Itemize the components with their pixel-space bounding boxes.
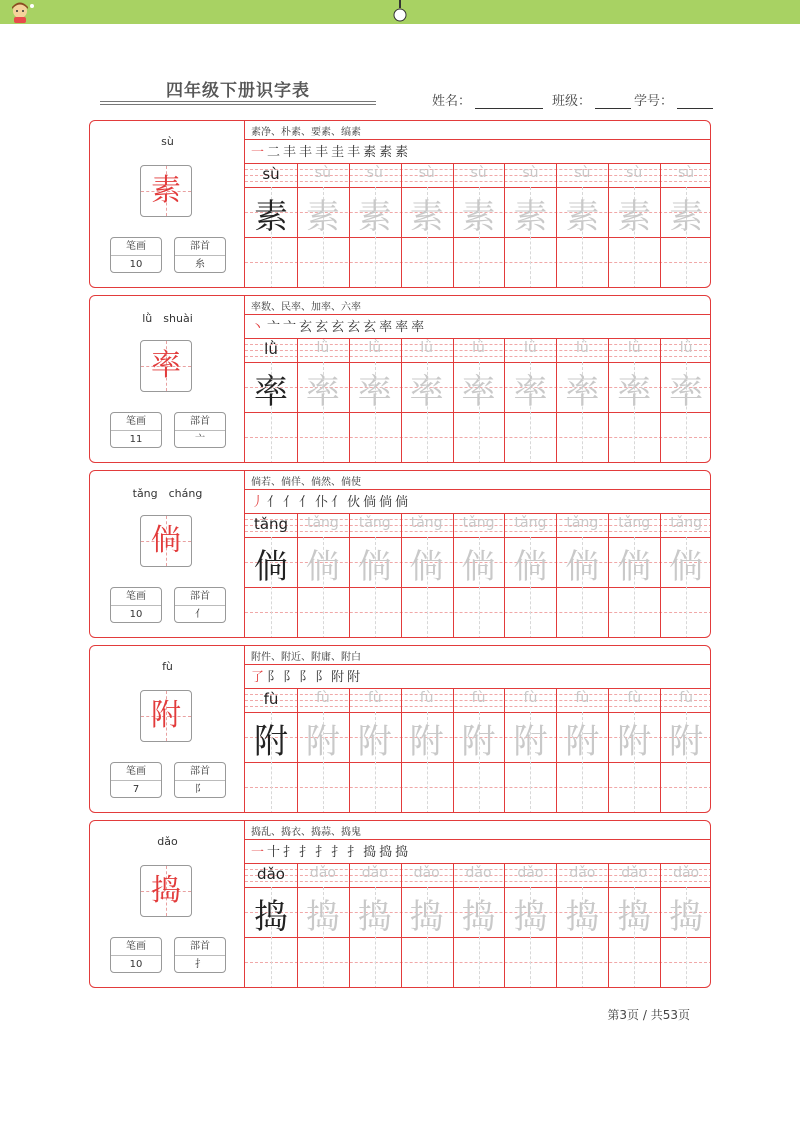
char-trace[interactable]: 捣 bbox=[357, 897, 392, 937]
char-trace[interactable]: 率 bbox=[357, 372, 392, 412]
word-examples: 附件、附近、附庸、附白 bbox=[251, 652, 361, 663]
radical-box-label: 部首 bbox=[175, 238, 225, 256]
stroke-count-box-value: 10 bbox=[129, 259, 143, 270]
char-info-panel bbox=[90, 121, 245, 287]
char-trace[interactable]: 率 bbox=[669, 372, 704, 412]
char-display: 率 bbox=[151, 348, 181, 383]
char-trace[interactable]: 率 bbox=[513, 372, 548, 412]
stroke-step: 扌 bbox=[347, 845, 361, 860]
char-trace[interactable]: 素 bbox=[617, 197, 652, 237]
char-model[interactable]: 率 bbox=[254, 372, 288, 412]
stroke-step: 伙 bbox=[347, 495, 361, 510]
char-info-panel bbox=[90, 646, 245, 812]
char-card bbox=[89, 470, 711, 638]
stroke-step: 率 bbox=[379, 320, 393, 335]
pinyin-trace: fù bbox=[315, 690, 330, 706]
char-trace[interactable]: 素 bbox=[461, 197, 496, 237]
pinyin-trace: sù bbox=[314, 165, 331, 181]
stroke-step: 亻 bbox=[283, 495, 297, 510]
stroke-step: 附 bbox=[331, 670, 345, 685]
char-card bbox=[89, 820, 711, 988]
pinyin-trace: tǎng bbox=[306, 515, 339, 531]
char-trace[interactable]: 倘 bbox=[409, 547, 444, 587]
stroke-count-box bbox=[110, 412, 162, 448]
char-box bbox=[140, 865, 192, 917]
stroke-step: 扌 bbox=[315, 845, 329, 860]
stroke-step: 玄 bbox=[331, 320, 345, 335]
pinyin-trace: dǎo bbox=[465, 865, 492, 881]
pinyin-trace: lǜ bbox=[575, 340, 589, 356]
stroke-step: 扌 bbox=[299, 845, 313, 860]
pinyin-trace: fù bbox=[419, 690, 434, 706]
char-trace[interactable]: 倘 bbox=[617, 547, 652, 587]
char-trace[interactable]: 附 bbox=[669, 722, 704, 762]
stroke-count-box bbox=[110, 762, 162, 798]
char-box bbox=[140, 165, 192, 217]
stroke-step: 倘 bbox=[363, 495, 377, 510]
stroke-step: 亻 bbox=[331, 495, 345, 510]
pinyin-trace: lǜ bbox=[472, 340, 485, 356]
pinyin-trace: sù bbox=[574, 165, 591, 181]
radical-box-value: 亻 bbox=[195, 609, 205, 620]
char-trace[interactable]: 素 bbox=[357, 197, 392, 237]
student-id-field[interactable] bbox=[634, 90, 713, 109]
stroke-step: 圭 bbox=[331, 145, 345, 160]
stroke-step: 倘 bbox=[379, 495, 393, 510]
char-trace[interactable]: 素 bbox=[305, 197, 340, 237]
practice-panel bbox=[245, 121, 711, 287]
char-trace[interactable]: 倘 bbox=[357, 547, 392, 587]
char-display: 素 bbox=[151, 173, 181, 208]
char-card bbox=[89, 120, 711, 288]
pinyin-trace: dǎo bbox=[517, 865, 544, 881]
char-trace[interactable]: 率 bbox=[409, 372, 444, 412]
stroke-step: 捣 bbox=[395, 845, 409, 860]
pinyin-trace: dǎo bbox=[569, 865, 596, 881]
radical-box bbox=[174, 587, 226, 623]
pinyin-trace: tǎng bbox=[462, 515, 495, 531]
word-examples: 素净、朴素、要素、缟素 bbox=[251, 127, 361, 138]
pinyin-trace: sù bbox=[626, 165, 643, 181]
char-trace[interactable]: 捣 bbox=[669, 897, 704, 937]
pinyin-trace: lǜ bbox=[420, 340, 434, 356]
pinyin-trace: tǎng bbox=[358, 515, 391, 531]
practice-panel bbox=[245, 646, 711, 812]
pinyin-model: tǎng bbox=[253, 515, 289, 533]
practice-panel bbox=[245, 296, 711, 462]
stroke-order bbox=[251, 491, 411, 513]
pinyin-trace: dǎo bbox=[413, 865, 440, 881]
stroke-step: 玄 bbox=[315, 320, 329, 335]
char-model[interactable]: 倘 bbox=[254, 547, 288, 587]
char-trace[interactable]: 倘 bbox=[513, 547, 548, 587]
stroke-step: 素 bbox=[363, 145, 377, 160]
stroke-count-box-label: 笔画 bbox=[111, 763, 161, 781]
stroke-step: 倘 bbox=[395, 495, 409, 510]
char-trace[interactable]: 附 bbox=[513, 722, 548, 762]
stroke-step: 丰 bbox=[283, 145, 297, 160]
pinyin-trace: fù bbox=[523, 690, 538, 706]
pinyin-trace: lǜ bbox=[679, 340, 693, 356]
char-pinyin: tǎng cháng bbox=[132, 487, 203, 500]
stroke-count-box bbox=[110, 937, 162, 973]
radical-box bbox=[174, 762, 226, 798]
word-examples: 率数、民率、加率、六率 bbox=[251, 302, 361, 313]
char-box bbox=[140, 515, 192, 567]
char-trace[interactable]: 捣 bbox=[617, 897, 652, 937]
stroke-step: 亠 bbox=[267, 320, 281, 335]
pinyin-model: lǜ bbox=[264, 340, 278, 358]
pinyin-trace: fù bbox=[627, 690, 642, 706]
stroke-step: 亻 bbox=[267, 495, 281, 510]
pinyin-trace: lǜ bbox=[316, 340, 330, 356]
char-info-panel bbox=[90, 296, 245, 462]
stroke-step: 丶 bbox=[251, 320, 265, 335]
char-model[interactable]: 捣 bbox=[254, 897, 288, 937]
stroke-step: 捣 bbox=[379, 845, 393, 860]
stroke-step: 玄 bbox=[363, 320, 377, 335]
stroke-count-box-value: 7 bbox=[132, 784, 140, 795]
char-box bbox=[140, 340, 192, 392]
stroke-step: 率 bbox=[411, 320, 425, 335]
stroke-step: 玄 bbox=[347, 320, 361, 335]
stroke-step: 丿 bbox=[251, 495, 265, 510]
char-model[interactable]: 附 bbox=[254, 722, 288, 762]
stroke-step: 附 bbox=[347, 670, 361, 685]
stroke-count-box bbox=[110, 237, 162, 273]
stroke-step: 玄 bbox=[299, 320, 313, 335]
char-pinyin: sù bbox=[161, 135, 174, 148]
char-trace[interactable]: 附 bbox=[409, 722, 444, 762]
stroke-step: 阝 bbox=[283, 670, 297, 685]
pinyin-trace: fù bbox=[471, 690, 486, 706]
practice-panel bbox=[245, 471, 711, 637]
char-trace[interactable]: 率 bbox=[461, 372, 496, 412]
char-model[interactable]: 素 bbox=[254, 197, 288, 237]
stroke-step: 了 bbox=[251, 670, 265, 685]
pinyin-trace: dǎo bbox=[361, 865, 388, 881]
pinyin-trace: dǎo bbox=[309, 865, 336, 881]
stroke-order bbox=[251, 316, 427, 338]
stroke-count-box-label: 笔画 bbox=[111, 413, 161, 431]
pinyin-trace: tǎng bbox=[670, 515, 703, 531]
radical-box-label: 部首 bbox=[175, 938, 225, 956]
char-pinyin: lǜ shuài bbox=[142, 312, 193, 325]
stroke-step: 扌 bbox=[283, 845, 297, 860]
pinyin-trace: lǜ bbox=[368, 340, 382, 356]
radical-box bbox=[174, 937, 226, 973]
char-info-panel bbox=[90, 821, 245, 987]
char-trace[interactable]: 捣 bbox=[565, 897, 600, 937]
stroke-count-box-value: 10 bbox=[129, 959, 143, 970]
page-number: 第3页 / 共53页 bbox=[607, 1008, 690, 1022]
class-label: 班级： bbox=[552, 94, 592, 109]
pinyin-trace: sù bbox=[522, 165, 539, 181]
mascot-icon bbox=[4, 0, 36, 24]
char-trace[interactable]: 素 bbox=[409, 197, 444, 237]
radical-box-label: 部首 bbox=[175, 588, 225, 606]
char-trace[interactable]: 率 bbox=[565, 372, 600, 412]
stroke-count-box-value: 11 bbox=[129, 434, 143, 445]
stroke-step: 十 bbox=[267, 845, 281, 860]
pinyin-trace: fù bbox=[575, 690, 590, 706]
practice-panel bbox=[245, 821, 711, 987]
stroke-step: 率 bbox=[395, 320, 409, 335]
word-examples: 捣乱、捣衣、捣蒜、捣鬼 bbox=[251, 827, 361, 838]
pinyin-model: sù bbox=[262, 165, 280, 183]
class-field[interactable] bbox=[552, 90, 631, 109]
stroke-step: 一 bbox=[251, 145, 265, 160]
char-trace[interactable]: 附 bbox=[617, 722, 652, 762]
char-trace[interactable]: 倘 bbox=[461, 547, 496, 587]
word-examples: 倘若、倘佯、倘然、倘使 bbox=[251, 477, 361, 488]
name-field[interactable] bbox=[432, 90, 543, 109]
pinyin-trace: sù bbox=[366, 165, 383, 181]
char-pinyin: dǎo bbox=[157, 835, 178, 848]
stroke-order bbox=[251, 141, 411, 163]
char-display: 捣 bbox=[151, 873, 181, 908]
stroke-count-box-value: 10 bbox=[129, 609, 143, 620]
radical-box-label: 部首 bbox=[175, 413, 225, 431]
radical-box-value: 阝 bbox=[195, 784, 205, 795]
radical-box bbox=[174, 412, 226, 448]
char-trace[interactable]: 率 bbox=[617, 372, 652, 412]
pinyin-model: dǎo bbox=[257, 865, 285, 883]
stroke-step: 阝 bbox=[267, 670, 281, 685]
char-trace[interactable]: 捣 bbox=[409, 897, 444, 937]
stroke-step: 亻 bbox=[299, 495, 313, 510]
pinyin-trace: sù bbox=[418, 165, 435, 181]
pinyin-trace: fù bbox=[367, 690, 382, 706]
pinyin-trace: tǎng bbox=[566, 515, 599, 531]
char-trace[interactable]: 捣 bbox=[513, 897, 548, 937]
pinyin-model: fù bbox=[263, 690, 279, 708]
char-trace[interactable]: 捣 bbox=[461, 897, 496, 937]
char-trace[interactable]: 附 bbox=[565, 722, 600, 762]
stroke-step: 丰 bbox=[315, 145, 329, 160]
char-display: 倘 bbox=[151, 523, 181, 558]
char-trace[interactable]: 附 bbox=[357, 722, 392, 762]
char-box bbox=[140, 690, 192, 742]
char-trace[interactable]: 附 bbox=[305, 722, 340, 762]
stroke-count-box-label: 笔画 bbox=[111, 238, 161, 256]
stroke-count-box-label: 笔画 bbox=[111, 938, 161, 956]
stroke-step: 一 bbox=[251, 845, 265, 860]
radical-box-value: 亠 bbox=[195, 434, 205, 445]
stroke-step: 丰 bbox=[347, 145, 361, 160]
radical-box-label: 部首 bbox=[175, 763, 225, 781]
char-trace[interactable]: 倘 bbox=[565, 547, 600, 587]
stroke-step: 亠 bbox=[283, 320, 297, 335]
stroke-step: 素 bbox=[395, 145, 409, 160]
char-trace[interactable]: 素 bbox=[565, 197, 600, 237]
pinyin-trace: tǎng bbox=[410, 515, 443, 531]
pinyin-trace: dǎo bbox=[673, 865, 700, 881]
radical-box bbox=[174, 237, 226, 273]
stroke-step: 素 bbox=[379, 145, 393, 160]
stroke-step: 阝 bbox=[315, 670, 329, 685]
bulb-icon bbox=[393, 0, 407, 24]
title-underline bbox=[100, 101, 376, 102]
pinyin-trace: tǎng bbox=[618, 515, 651, 531]
stroke-step: 二 bbox=[267, 145, 281, 160]
pinyin-trace: sù bbox=[678, 165, 695, 181]
char-trace[interactable]: 附 bbox=[461, 722, 496, 762]
char-trace[interactable]: 捣 bbox=[305, 897, 340, 937]
stroke-step: 阝 bbox=[299, 670, 313, 685]
radical-box-value: 扌 bbox=[195, 959, 205, 970]
pinyin-trace: lǜ bbox=[524, 340, 537, 356]
char-display: 附 bbox=[151, 698, 181, 733]
radical-box-value: 糸 bbox=[195, 259, 205, 270]
page-title: 四年级下册识字表 bbox=[166, 81, 310, 101]
student-id-label: 学号： bbox=[634, 94, 674, 109]
char-trace[interactable]: 素 bbox=[513, 197, 548, 237]
char-pinyin: fù bbox=[162, 660, 173, 673]
pinyin-trace: tǎng bbox=[514, 515, 547, 531]
name-label: 姓名： bbox=[432, 94, 472, 109]
char-trace[interactable]: 倘 bbox=[669, 547, 704, 587]
stroke-step: 丰 bbox=[299, 145, 313, 160]
title-underline bbox=[100, 104, 376, 105]
char-card bbox=[89, 645, 711, 813]
stroke-count-box-label: 笔画 bbox=[111, 588, 161, 606]
stroke-order bbox=[251, 841, 411, 863]
char-trace[interactable]: 率 bbox=[305, 372, 340, 412]
char-trace[interactable]: 倘 bbox=[305, 547, 340, 587]
char-info-panel bbox=[90, 471, 245, 637]
char-card bbox=[89, 295, 711, 463]
pinyin-trace: fù bbox=[679, 690, 694, 706]
stroke-count-box bbox=[110, 587, 162, 623]
char-trace[interactable]: 素 bbox=[669, 197, 704, 237]
pinyin-trace: lǜ bbox=[627, 340, 641, 356]
stroke-step: 仆 bbox=[315, 495, 329, 510]
stroke-step: 扌 bbox=[331, 845, 345, 860]
pinyin-trace: sù bbox=[470, 165, 487, 181]
stroke-order bbox=[251, 666, 363, 688]
stroke-step: 捣 bbox=[363, 845, 377, 860]
pinyin-trace: dǎo bbox=[621, 865, 648, 881]
